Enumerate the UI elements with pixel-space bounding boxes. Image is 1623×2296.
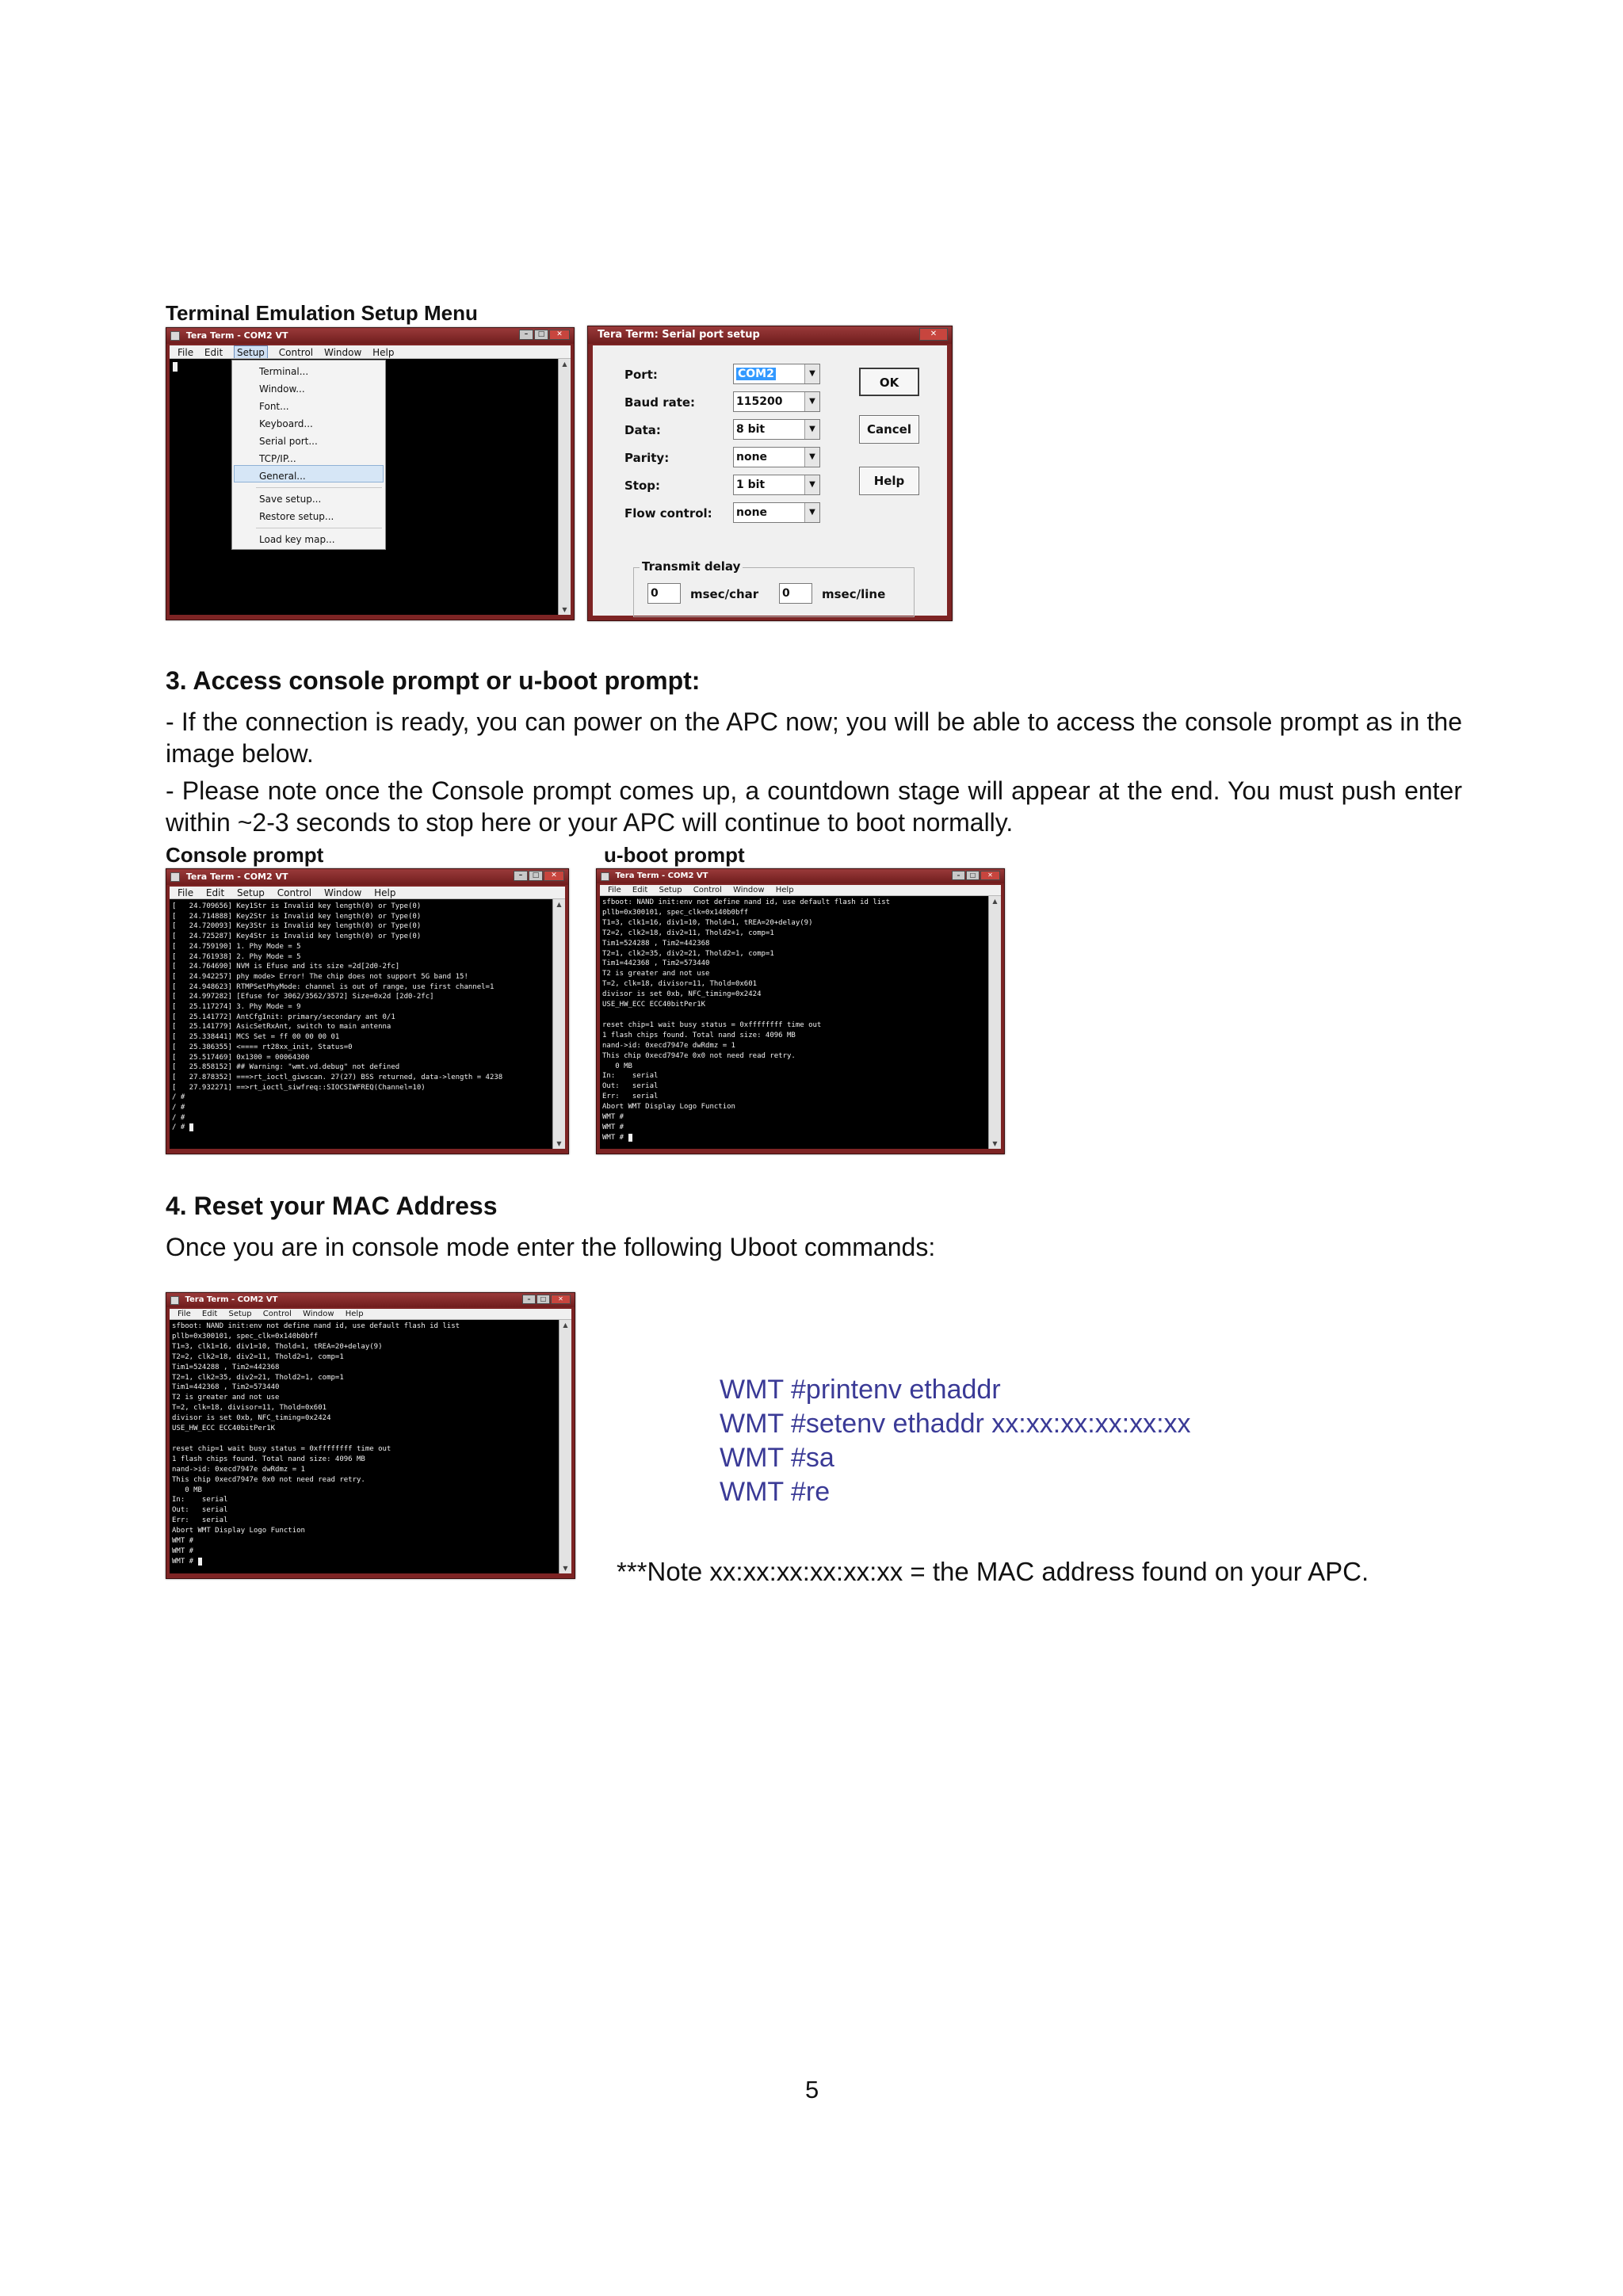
stop-bits-select[interactable]: 1 bit ▼ (733, 475, 820, 495)
menu-edit[interactable]: Edit (632, 886, 648, 894)
terminal-line: [ 24.720093] Key3Str is Invalid key length(0) or Type(0) (172, 922, 422, 931)
help-button[interactable]: Help (859, 467, 919, 495)
terminal-cursor (173, 362, 178, 372)
tera-term-app-icon (170, 331, 180, 341)
menu-bar (170, 345, 571, 359)
caption-console-prompt: Console prompt (166, 843, 324, 867)
menu-edit[interactable]: Edit (205, 887, 225, 898)
terminal-line: [ 25.386355] <==== rt28xx_init, Status=0 (172, 1043, 353, 1051)
terminal-line: [ 25.517469] 0x1300 = 00064300 (172, 1053, 310, 1062)
terminal-line: [ 24.997282] [Efuse for 3062/3562/3572] Size=0x2d [2d0-2fc] (172, 993, 434, 1001)
menu-item-terminal[interactable]: Terminal... (259, 366, 309, 377)
window-controls (522, 1295, 571, 1304)
menu-window[interactable]: Window (303, 1310, 334, 1318)
terminal-line: T2 is greater and not use (172, 1394, 280, 1402)
terminal-line: T=2, clk=18, divisor=11, Thold=0x601 (172, 1404, 327, 1413)
delay-char-input[interactable]: 0 (647, 583, 681, 604)
terminal-line: / # (172, 1093, 185, 1102)
minimize-icon[interactable]: – (522, 1295, 536, 1304)
menu-control[interactable]: Control (262, 1310, 292, 1318)
menu-bar (170, 1309, 571, 1320)
command-save: WMT #sa (720, 1443, 834, 1473)
menu-edit[interactable]: Edit (201, 1310, 218, 1318)
terminal-line: [ 25.858152] ## Warning: "wmt.vd.debug" not defined (172, 1063, 400, 1072)
terminal-line: T2=1, clk2=35, div2=21, Thold2=1, comp=1 (172, 1373, 344, 1382)
uboot-terminal-output[interactable] (600, 896, 988, 1149)
dialog-controls (919, 328, 948, 341)
window-controls (952, 871, 1000, 880)
terminal-line: T2 is greater and not use (602, 970, 710, 978)
terminal-line: pllb=0x300101, spec_clk=0x140b0bff (602, 908, 749, 917)
terminal-line: [ 27.932271] ==>rt_ioctl_siwfreq::SIOCSIWFREQ(Channel=10) (172, 1083, 426, 1092)
flow-control-label: Flow control: (624, 506, 712, 521)
terminal-line: reset chip=1 wait busy status = 0xffffffff time out (172, 1444, 391, 1453)
scroll-down-icon[interactable]: ▼ (562, 606, 567, 613)
delay-line-unit: msec/line (822, 587, 886, 601)
menu-bar (600, 885, 1001, 896)
terminal-line: divisor is set 0xb, NFC_timing=0x2424 (172, 1414, 331, 1423)
terminal-line: [ 24.759190] 1. Phy Mode = 5 (172, 942, 301, 951)
section-4-heading: 4. Reset your MAC Address (166, 1192, 498, 1220)
menu-item-window[interactable]: Window... (259, 383, 305, 395)
maximize-icon[interactable]: □ (529, 871, 543, 881)
terminal-scrollbar[interactable] (559, 1320, 571, 1573)
terminal-line (602, 1010, 988, 1020)
terminal-line: Err: serial (172, 1516, 228, 1525)
parity-label: Parity: (624, 451, 670, 465)
window-controls (514, 871, 564, 881)
menu-setup[interactable]: Setup (228, 1310, 252, 1318)
delay-char-unit: msec/char (690, 587, 759, 601)
data-bits-select[interactable]: 8 bit ▼ (733, 419, 820, 440)
menu-help[interactable]: Help (372, 347, 395, 358)
terminal-line: Tim1=524288 , Tim2=442368 (172, 1363, 280, 1371)
terminal-line: reset chip=1 wait busy status = 0xffffffff time out (602, 1020, 822, 1029)
menu-item-general[interactable]: General... (259, 471, 306, 482)
tera-term-console-window (166, 868, 569, 1154)
close-icon[interactable]: ✕ (549, 330, 570, 340)
terminal-line: T2=2, clk2=18, div2=11, Thold2=1, comp=1 (602, 929, 774, 937)
terminal-line: sfboot: NAND init:env not define nand id, use default flash id list (172, 1322, 460, 1330)
terminal-line: [ 25.141772] AntCfgInit: primary/secondary ant 0/1 (172, 1013, 395, 1021)
dialog-title: Tera Term: Serial port setup (598, 329, 760, 341)
terminal-line: / # (172, 1104, 185, 1112)
caption-terminal-setup: Terminal Emulation Setup Menu (166, 301, 478, 325)
close-icon[interactable]: ✕ (544, 871, 564, 881)
flow-control-select[interactable]: none ▼ (733, 502, 820, 523)
window-titlebar (166, 869, 568, 885)
terminal-line: T2=1, clk2=35, div2=21, Thold2=1, comp=1 (602, 949, 774, 958)
menu-file[interactable]: File (608, 886, 621, 894)
maximize-icon[interactable]: □ (534, 330, 548, 340)
terminal-line: pllb=0x300101, spec_clk=0x140b0bff (172, 1332, 319, 1341)
chevron-down-icon: ▼ (804, 420, 819, 439)
terminal-line: [ 24.948623] RTMPSetPhyMode: channel is out of range, use first channel=1 (172, 982, 495, 991)
serial-port-setup-dialog (587, 326, 953, 621)
terminal-cursor (628, 1134, 632, 1142)
terminal-cursor (198, 1558, 202, 1566)
terminal-line: [ 24.764690] NVM is Efuse and its size =2d[2d0-2fc] (172, 963, 400, 971)
menu-file[interactable]: File (178, 1310, 191, 1318)
terminal-line: / # (172, 1113, 185, 1122)
terminal-line: [ 25.338441] MCS Set = ff 00 00 00 01 (172, 1033, 340, 1042)
scroll-down-icon[interactable]: ▼ (556, 1140, 562, 1147)
tera-term-uboot-window (596, 868, 1005, 1154)
terminal-line: In: serial (172, 1496, 228, 1505)
terminal-line: [ 24.761938] 2. Phy Mode = 5 (172, 952, 301, 961)
caption-uboot-prompt: u-boot prompt (604, 843, 745, 867)
data-label: Data: (624, 423, 661, 437)
uboot-terminal-output[interactable] (170, 1320, 559, 1573)
chevron-down-icon: ▼ (804, 364, 819, 383)
command-printenv: WMT #printenv ethaddr (720, 1375, 1001, 1405)
window-titlebar (166, 1293, 575, 1307)
terminal-line: Tim1=442368 , Tim2=573440 (172, 1383, 280, 1392)
menu-control[interactable]: Control (278, 347, 314, 358)
terminal-line: nand->id: 0xecd7947e dwRdmz = 1 (172, 1465, 305, 1474)
terminal-line: sfboot: NAND init:env not define nand id, use default flash id list (602, 898, 891, 906)
menu-setup[interactable]: Setup (237, 887, 265, 898)
chevron-down-icon: ▼ (804, 503, 819, 522)
menu-help[interactable]: Help (345, 1310, 364, 1318)
terminal-cursor (189, 1123, 193, 1131)
menu-control[interactable]: Control (277, 887, 312, 898)
menu-bar (170, 887, 565, 899)
terminal-line: WMT # (172, 1537, 194, 1546)
terminal-line: 1 flash chips found. Total nand size: 4096 MB (172, 1455, 365, 1463)
menu-item-save-setup[interactable]: Save setup... (259, 494, 322, 505)
port-label: Port: (624, 368, 658, 382)
section-3-paragraph-2: - Please note once the Console prompt comes up, a countdown stage will appear at the end. You must push enter within ~2-3 seconds to stop here or your APC will continue to boot normally. (166, 776, 1462, 837)
terminal-line: Tim1=524288 , Tim2=442368 (602, 939, 710, 948)
terminal-line: Abort WMT Display Logo Function (602, 1103, 735, 1112)
scroll-up-icon[interactable]: ▲ (992, 898, 998, 905)
terminal-line: T1=3, clk1=16, div1=10, Thold=1, tREA=20+delay(9) (602, 918, 813, 927)
maximize-icon[interactable]: □ (966, 871, 980, 880)
terminal-line: / # (172, 1123, 552, 1133)
section-4-paragraph: Once you are in console mode enter the following Uboot commands: (166, 1233, 936, 1261)
close-icon[interactable]: ✕ (980, 871, 1000, 880)
minimize-icon[interactable]: – (514, 871, 528, 881)
terminal-scrollbar[interactable] (552, 899, 565, 1149)
mac-address-note: ***Note xx:xx:xx:xx:xx:xx = the MAC address found on your APC. (617, 1557, 1369, 1586)
terminal-line: T2=2, clk2=18, div2=11, Thold2=1, comp=1 (172, 1352, 344, 1361)
terminal-line: WMT # (172, 1557, 559, 1567)
uboot-commands (720, 1373, 1191, 1509)
section-3-paragraph-1: - If the connection is ready, you can power on the APC now; you will be able to access the console prompt as in the image below. (166, 707, 1462, 768)
terminal-line: WMT # (602, 1133, 988, 1143)
menu-item-tcpip[interactable]: TCP/IP... (259, 453, 296, 464)
menu-help[interactable]: Help (775, 886, 794, 894)
terminal-scrollbar[interactable] (558, 359, 571, 615)
menu-window[interactable]: Window (323, 887, 362, 898)
terminal-line: [ 27.878352] ===>rt_ioctl_giwscan. 27(27) BSS returned, data->length = 4238 (172, 1073, 503, 1081)
menu-separator (256, 487, 382, 488)
chevron-down-icon: ▼ (804, 475, 819, 494)
window-title: Tera Term - COM2 VT (615, 871, 708, 880)
menu-item-load-key-map[interactable]: Load key map... (259, 534, 335, 545)
baud-rate-label: Baud rate: (624, 395, 696, 410)
console-terminal-output[interactable] (170, 899, 552, 1149)
baud-rate-select[interactable]: 115200 ▼ (733, 391, 820, 412)
terminal-line (172, 1434, 559, 1444)
menu-item-restore-setup[interactable]: Restore setup... (259, 511, 334, 522)
terminal-line: Tim1=442368 , Tim2=573440 (602, 959, 710, 968)
chevron-down-icon: ▼ (804, 448, 819, 467)
terminal-line: divisor is set 0xb, NFC_timing=0x2424 (602, 990, 762, 999)
terminal-line: [ 24.714888] Key2Str is Invalid key length(0) or Type(0) (172, 912, 422, 921)
window-title: Tera Term - COM2 VT (185, 330, 288, 341)
terminal-line: 0 MB (172, 1486, 202, 1494)
terminal-line: nand->id: 0xecd7947e dwRdmz = 1 (602, 1041, 735, 1050)
terminal-line: [ 25.117274] 3. Phy Mode = 9 (172, 1003, 301, 1012)
close-icon[interactable]: ✕ (919, 328, 948, 341)
minimize-icon[interactable]: – (519, 330, 533, 340)
maximize-icon[interactable]: □ (537, 1295, 550, 1304)
chevron-down-icon: ▼ (804, 392, 819, 411)
terminal-line: [ 24.709656] Key1Str is Invalid key length(0) or Type(0) (172, 902, 422, 910)
terminal-line: 0 MB (602, 1062, 632, 1070)
terminal-line: Abort WMT Display Logo Function (172, 1527, 305, 1535)
cancel-button[interactable]: Cancel (859, 415, 919, 444)
window-title: Tera Term - COM2 VT (185, 871, 288, 882)
scroll-up-icon[interactable]: ▲ (563, 1322, 568, 1329)
scroll-up-icon[interactable]: ▲ (556, 901, 562, 908)
stop-label: Stop: (624, 479, 661, 493)
dialog-body (593, 345, 947, 616)
menu-highlight (234, 465, 384, 482)
tera-term-app-icon (601, 872, 609, 881)
menu-help[interactable]: Help (374, 887, 396, 898)
parity-select[interactable]: none ▼ (733, 447, 820, 467)
terminal-line: [ 25.141779] AsicSetRxAnt, switch to main antenna (172, 1023, 391, 1032)
tera-term-uboot-window-2 (166, 1292, 575, 1579)
terminal-line: [ 24.725287] Key4Str is Invalid key length(0) or Type(0) (172, 933, 422, 941)
scroll-down-icon[interactable]: ▼ (992, 1140, 998, 1147)
terminal-line: Out: serial (602, 1082, 659, 1091)
terminal-line: Err: serial (602, 1093, 659, 1101)
window-controls (519, 330, 570, 340)
window-titlebar (597, 869, 1004, 883)
tera-term-app-icon (170, 1296, 179, 1305)
menu-file[interactable]: File (178, 347, 194, 358)
menu-item-font[interactable]: Font... (259, 401, 289, 412)
terminal-line: WMT # (602, 1123, 624, 1131)
delay-line-input[interactable]: 0 (779, 583, 812, 604)
command-reset: WMT #re (720, 1477, 831, 1507)
minimize-icon[interactable]: – (952, 871, 965, 880)
setup-dropdown-menu (231, 360, 386, 550)
window-titlebar (166, 328, 574, 344)
tera-term-app-icon (170, 872, 180, 882)
terminal-line: This chip 0xecd7947e 0x0 not need read retry. (602, 1051, 796, 1060)
terminal-line: 1 flash chips found. Total nand size: 4096 MB (602, 1031, 796, 1039)
menu-file[interactable]: File (178, 887, 194, 898)
page-number: 5 (805, 2076, 819, 2103)
terminal-line: WMT # (602, 1113, 624, 1122)
menu-item-keyboard[interactable]: Keyboard... (259, 418, 313, 429)
dialog-titlebar (588, 326, 952, 344)
terminal-line: T1=3, clk1=16, div1=10, Thold=1, tREA=20+delay(9) (172, 1342, 383, 1351)
section-3-heading: 3. Access console prompt or u-boot prompt: (166, 666, 701, 695)
menu-setup[interactable]: Setup (659, 886, 682, 894)
scroll-up-icon[interactable]: ▲ (562, 360, 567, 368)
menu-window[interactable]: Window (733, 886, 765, 894)
window-title: Tera Term - COM2 VT (185, 1295, 278, 1304)
terminal-line: USE_HW_ECC ECC40bitPer1K (172, 1425, 276, 1433)
menu-control[interactable]: Control (693, 886, 722, 894)
terminal-line: In: serial (602, 1072, 659, 1081)
terminal-line: USE_HW_ECC ECC40bitPer1K (602, 1001, 706, 1009)
terminal-line: T=2, clk=18, divisor=11, Thold=0x601 (602, 980, 758, 989)
terminal-line: [ 24.942257] phy mode> Error! The chip does not support 5G band 15! (172, 972, 468, 981)
port-select[interactable]: COM2 ▼ (733, 364, 820, 384)
command-setenv: WMT #setenv ethaddr xx:xx:xx:xx:xx:xx (720, 1409, 1191, 1439)
scroll-down-icon[interactable]: ▼ (563, 1565, 568, 1572)
menu-edit[interactable]: Edit (204, 347, 223, 358)
terminal-line: This chip 0xecd7947e 0x0 not need read retry. (172, 1475, 365, 1484)
transmit-delay-title: Transmit delay (640, 559, 743, 574)
menu-item-serial-port[interactable]: Serial port... (259, 436, 318, 447)
terminal-line: WMT # (172, 1547, 194, 1555)
terminal-scrollbar[interactable] (988, 896, 1001, 1149)
menu-window[interactable]: Window (323, 347, 362, 358)
menu-setup[interactable]: Setup (234, 345, 268, 359)
ok-button[interactable]: OK (859, 368, 919, 396)
terminal-line: Out: serial (172, 1506, 228, 1515)
tera-term-setup-window (166, 327, 575, 620)
close-icon[interactable]: ✕ (551, 1295, 571, 1304)
